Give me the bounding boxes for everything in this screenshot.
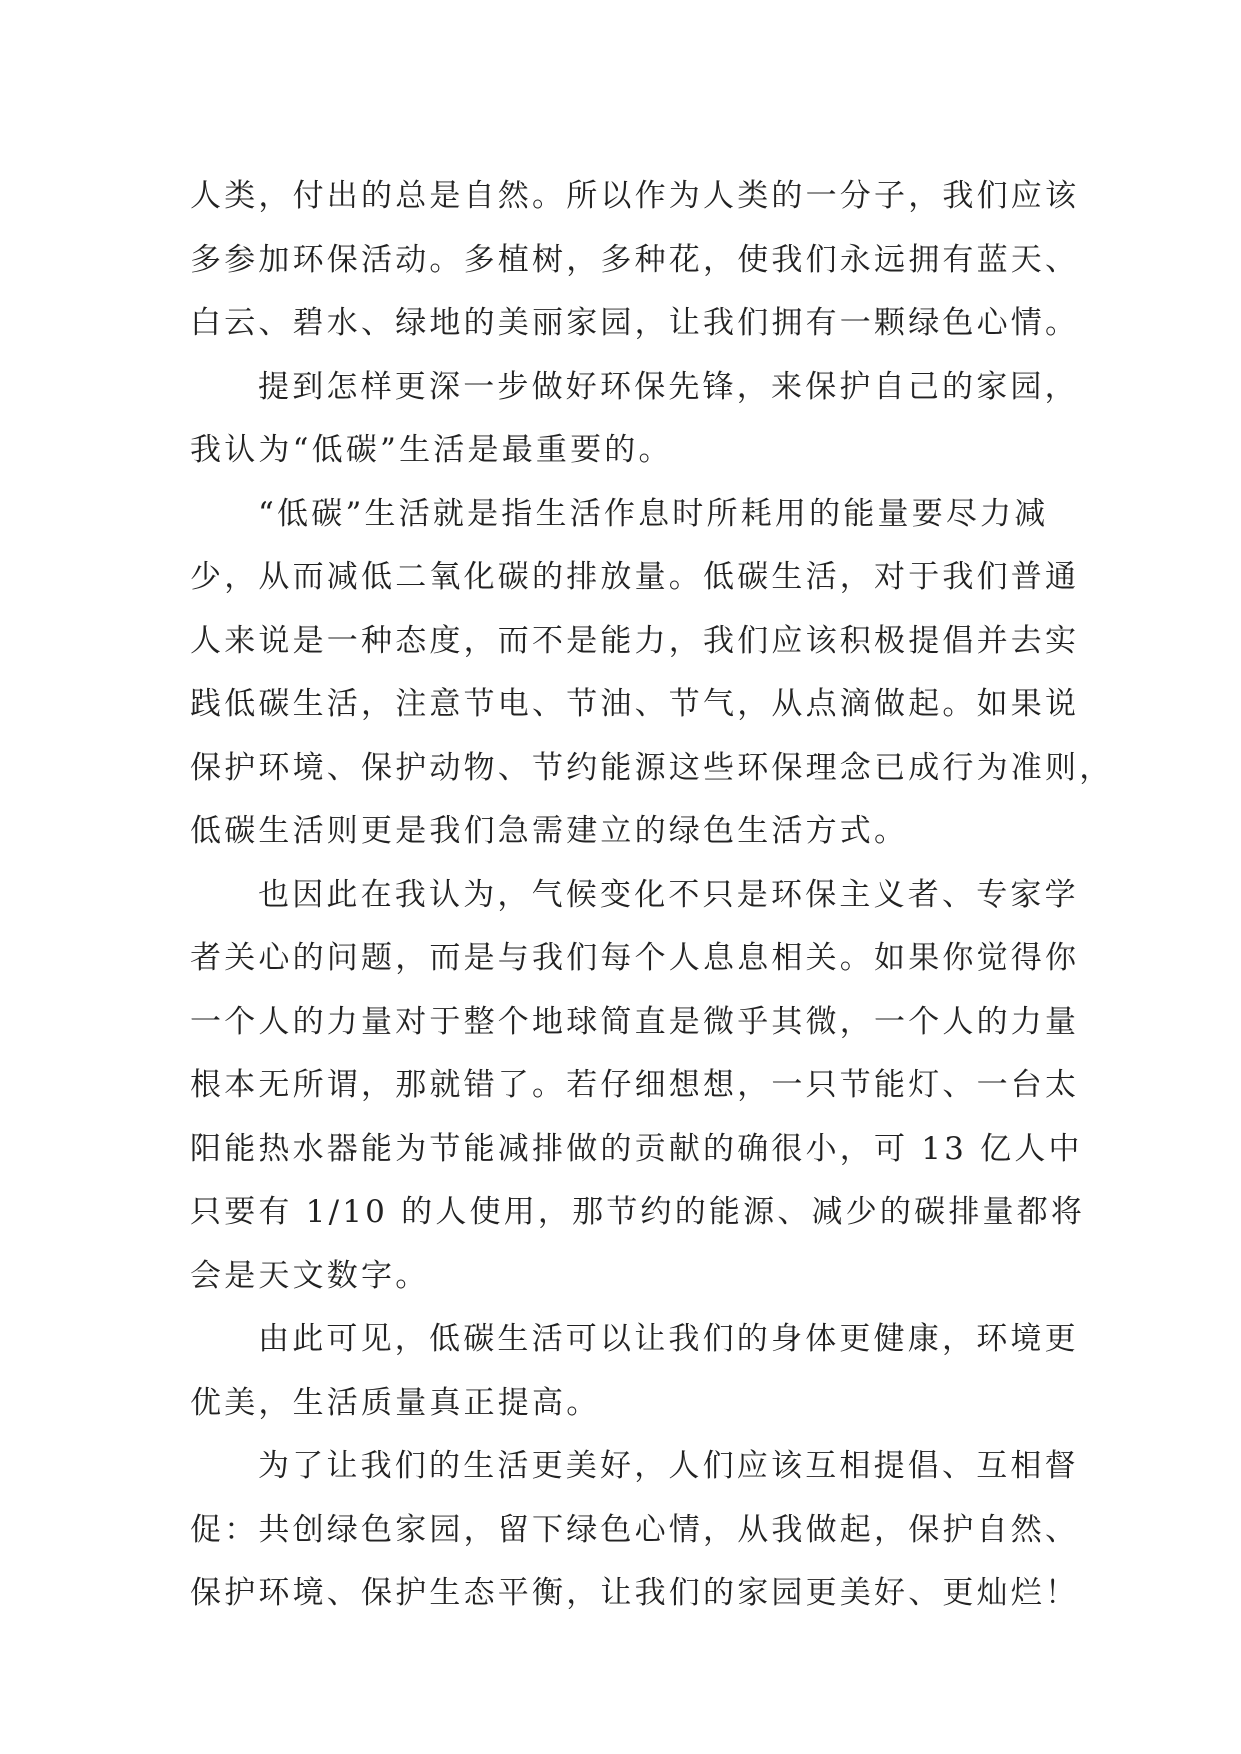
text-line: 少，从而减低二氧化碳的排放量。低碳生活，对于我们普通 [190,559,1080,595]
text-line: 多参加环保活动。多植树，多种花，使我们永远拥有蓝天、 [190,241,1080,278]
paragraph-first-line: 也因此在我认为，气候变化不只是环保主义者、专家学 [258,876,1079,913]
document-body [190,165,1114,1626]
text-line: 根本无所谓，那就错了。若仔细想想，一只节能灯、一台太 [190,1067,1080,1103]
text-line: 白云、碧水、绿地的美丽家园，让我们拥有一颗绿色心情。 [190,305,1080,341]
paragraph-first-line: 为了让我们的生活更美好，人们应该互相提倡、互相督 [258,1448,1079,1484]
paragraph-first-line: 提到怎样更深一步做好环保先锋，来保护自己的家园， [258,368,1079,405]
paragraph-first-line: 由此可见，低碳生活可以让我们的身体更健康，环境更 [258,1321,1079,1357]
text-line: 只要有 1/10 的人使用，那节约的能源、减少的碳排量都将 [190,1194,1086,1230]
text-line: 我认为“低碳”生活是最重要的。 [190,432,673,468]
text-line: 优美，生活质量真正提高。 [190,1384,601,1421]
text-line: 低碳生活则更是我们急需建立的绿色生活方式。 [190,813,909,849]
text-line: 保护环境、保护动物、节约能源这些环保理念已成行为准则， [190,749,1114,786]
text-line: 人类，付出的总是自然。所以作为人类的一分子，我们应该 [190,178,1080,214]
text-line: 人来说是一种态度，而不是能力，我们应该积极提倡并去实 [190,622,1080,659]
text-line: 会是天文数字。 [190,1257,430,1294]
text-line: 践低碳生活，注意节电、节油、节气，从点滴做起。如果说 [190,686,1080,722]
text-line: 一个人的力量对于整个地球简直是微乎其微，一个人的力量 [190,1003,1080,1040]
text-line: 保护环境、保护生态平衡，让我们的家园更美好、更灿烂！ [190,1575,1080,1611]
text-line: 阳能热水器能为节能减排做的贡献的确很小，可 13 亿人中 [190,1130,1083,1167]
text-line: 促：共创绿色家园，留下绿色心情，从我做起，保护自然、 [190,1511,1080,1548]
text-line: 者关心的问题，而是与我们每个人息息相关。如果你觉得你 [190,940,1080,976]
paragraph-first-line: “低碳”生活就是指生活作息时所耗用的能量要尽力减 [258,495,1049,532]
